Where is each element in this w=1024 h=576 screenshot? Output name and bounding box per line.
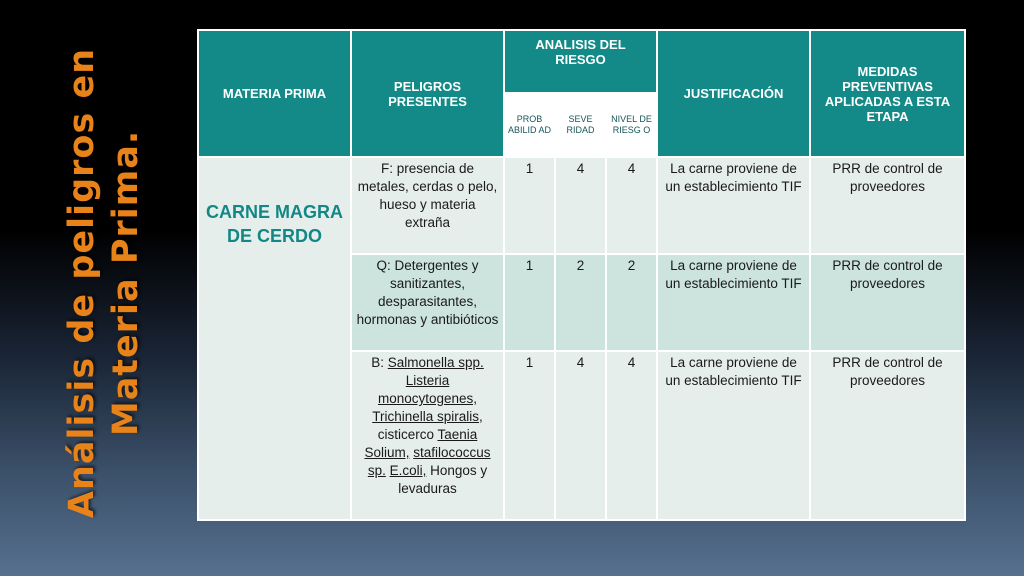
slide-title xyxy=(49,47,159,519)
subheader-nivel: NIVEL DE RIESG O xyxy=(606,93,657,157)
peligro-cell xyxy=(351,351,504,520)
medidas-cell: PRR de control de proveedores xyxy=(810,351,965,520)
sev-cell: 4 xyxy=(555,157,606,254)
prob-cell: 1 xyxy=(504,351,555,520)
materia-prima-cell: CARNE MAGRA DE CERDO xyxy=(198,157,351,520)
nivel-cell: 4 xyxy=(606,351,657,520)
organism-name: Taenia Solium, xyxy=(364,427,478,460)
slide-title-line-1: Análisis de peligros en xyxy=(62,47,102,519)
nivel-cell: 4 xyxy=(606,157,657,254)
hazard-text: Hongos y levaduras xyxy=(398,463,488,496)
justificacion-cell: La carne proviene de un establecimiento TIF xyxy=(657,157,810,254)
nivel-cell: 2 xyxy=(606,254,657,351)
organism-name: Salmonella spp. xyxy=(387,355,484,370)
justificacion-cell: La carne proviene de un establecimiento TIF xyxy=(657,254,810,351)
sev-cell: 2 xyxy=(555,254,606,351)
medidas-cell: PRR de control de proveedores xyxy=(810,157,965,254)
subheader-severidad: SEVE RIDAD xyxy=(555,93,606,157)
slide-title-line-2: Materia Prima. xyxy=(106,129,146,437)
prob-cell: 1 xyxy=(504,254,555,351)
organism-name: E.coli, xyxy=(389,463,427,478)
organism-name: Trichinella spiralis xyxy=(372,409,479,424)
hazard-text: B: xyxy=(371,355,388,370)
medidas-cell: PRR de control de proveedores xyxy=(810,254,965,351)
prob-cell: 1 xyxy=(504,157,555,254)
header-materia-prima: MATERIA PRIMA xyxy=(198,30,351,157)
justificacion-cell: La carne proviene de un establecimiento TIF xyxy=(657,351,810,520)
header-peligros: PELIGROS PRESENTES xyxy=(351,30,504,157)
subheader-probabilidad: PROB ABILID AD xyxy=(504,93,555,157)
sev-cell: 4 xyxy=(555,351,606,520)
peligro-cell: F: presencia de metales, cerdas o pelo, hueso y materia extraña xyxy=(351,157,504,254)
organism-name: stafilococcus sp. xyxy=(367,445,491,478)
header-medidas: MEDIDAS PREVENTIVAS APLICADAS A ESTA ETAPA xyxy=(810,30,965,157)
header-justificacion: JUSTIFICACIÓN xyxy=(657,30,810,157)
peligro-cell: Q: Detergentes y sanitizantes, desparasitantes, hormonas y antibióticos xyxy=(351,254,504,351)
header-analisis-riesgo: ANALISIS DEL RIESGO xyxy=(504,30,657,93)
hazard-analysis-table xyxy=(197,29,966,521)
table-row xyxy=(198,157,965,254)
hazard-text: , cisticerco xyxy=(377,409,483,442)
organism-name: Listeria monocytogenes, xyxy=(377,373,478,406)
